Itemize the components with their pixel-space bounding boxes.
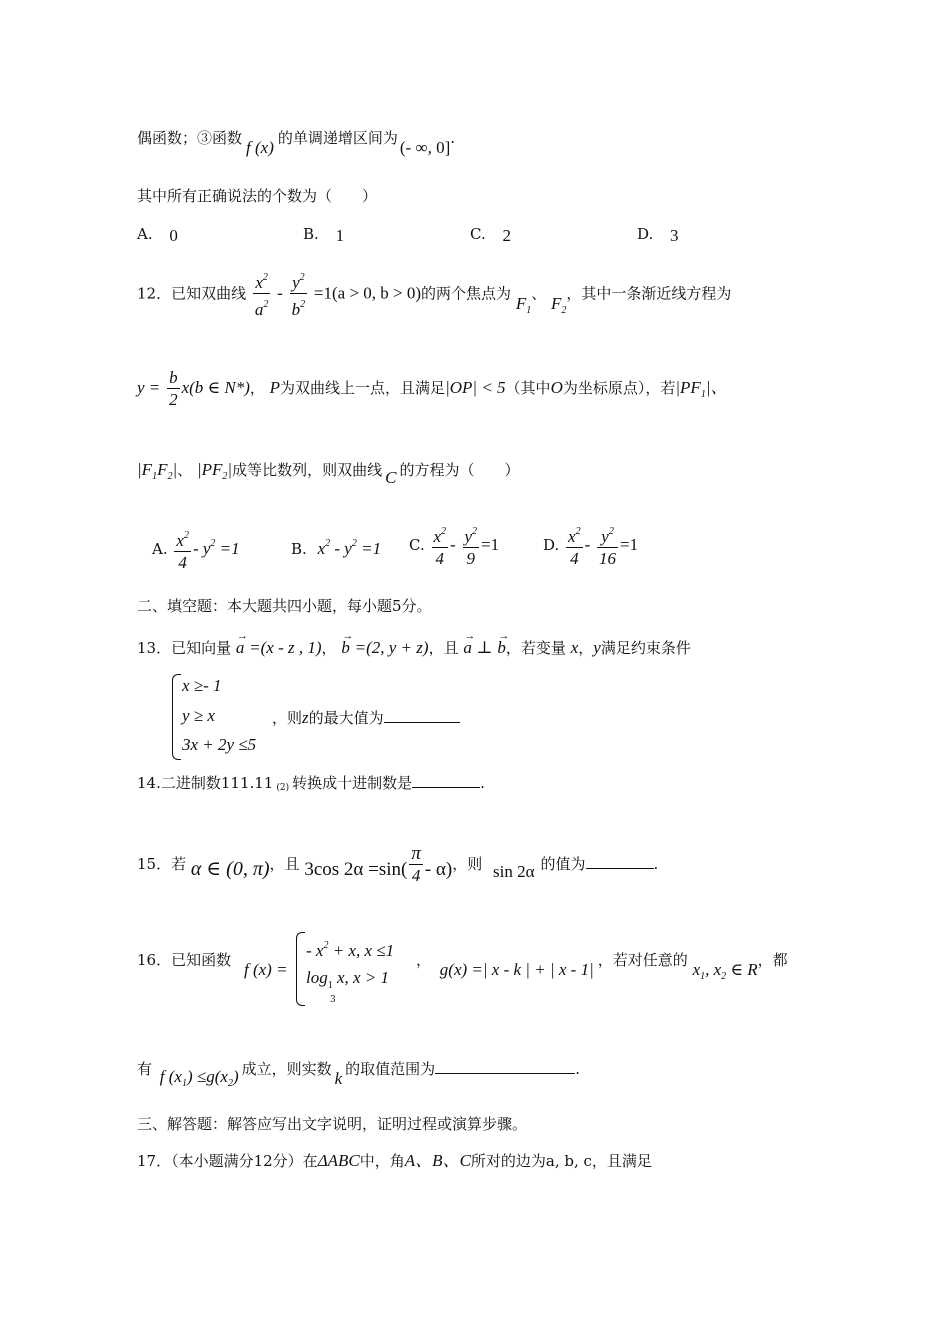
q11-option-c[interactable] <box>470 224 511 244</box>
q11-option-a[interactable] <box>137 224 178 244</box>
perp-symbol: ⊥ <box>476 638 493 657</box>
math-interval: (- ∞, 0] <box>399 138 451 157</box>
math-f1: $F_1$ <box>515 293 532 316</box>
vector-b: → b <box>341 630 354 657</box>
text-fragment: 的单调递增区间为 <box>277 129 398 147</box>
q11-option-d[interactable] <box>637 224 679 244</box>
option-value: 3 <box>670 226 679 245</box>
option-value: 2 <box>502 226 511 245</box>
q12-line-3 <box>137 460 519 487</box>
base-subscript: (2) <box>276 783 290 793</box>
text-fragment: 的值为 <box>540 855 586 873</box>
option-label: A. <box>152 540 168 558</box>
text-fragment: ，且 <box>269 855 300 873</box>
math-fragment: =(x - z , 1) <box>249 638 322 657</box>
math-angles: A、B、C <box>404 1151 471 1170</box>
question-number: 16． <box>137 951 172 969</box>
math-y: y <box>593 638 601 657</box>
q12-line-2 <box>137 366 728 417</box>
text-fragment: ，且 <box>428 639 459 657</box>
fraction-y2-b2: $\frac{y^2}{b^2}$ <box>290 268 308 321</box>
answer-blank[interactable] <box>586 853 654 869</box>
math-fragment: - $y^2 =1$ <box>192 538 240 558</box>
math-fragment: α ∈ (0, π) <box>190 858 270 880</box>
text-fragment: ，其中一条渐近线方程为 <box>566 284 732 303</box>
section-2-heading: 二、填空题：本大题共四小题，每小题5分。 <box>137 597 432 615</box>
text-fragment: . <box>450 129 456 147</box>
q12-option-c[interactable]: C. $\frac{x^2}{4}$ - $\frac{y^2}{9}$ =1 <box>409 522 499 570</box>
text-fragment: 14.二进制数111.11 <box>137 774 274 792</box>
question-number: 15．若 <box>137 855 187 873</box>
math-f1f2: $|F_1F_2|$ <box>137 460 178 482</box>
text-fragment: ，若变量 <box>505 639 566 657</box>
fraction: $\frac{y^2}{16}$ <box>597 522 618 570</box>
math-k: k <box>334 1069 343 1088</box>
q16-label <box>137 950 231 970</box>
text-fragment: 为坐标原点），若 <box>562 379 676 397</box>
math-p: P <box>269 378 281 397</box>
q14-line: 14.二进制数111.11 (2) 转换成十进制数是 . <box>137 774 485 793</box>
q11-question-line: 其中所有正确说法的个数为（ ） <box>137 187 378 205</box>
math-pf1: $|PF_1|$、 <box>675 378 728 400</box>
piecewise-function <box>296 932 416 1006</box>
option-value: 0 <box>169 226 178 245</box>
text-fragment: 已知向量 <box>171 639 232 657</box>
brace <box>172 674 181 760</box>
math-fragment: y = <box>137 378 161 397</box>
math-triangle: ΔABC <box>317 1151 360 1170</box>
q13-line-1 <box>137 630 691 660</box>
math-condition: =1(a > 0, b > 0) <box>313 283 422 303</box>
q15-line: 15．若 α ∈ (0, π)，且 3cos 2α =sin( $\frac{\pi}{4}$ - α)，则 sin 2α 的值为 . <box>137 842 659 885</box>
answer-blank[interactable] <box>412 772 480 788</box>
math-fragment: sin 2α <box>493 862 535 881</box>
math-fragment: 3cos 2α =sin( <box>304 859 408 880</box>
math-x: x <box>570 638 579 657</box>
text-fragment: 成等比数列，则双曲线 <box>232 461 383 479</box>
option-label: D. <box>637 225 654 243</box>
fraction-x2-a2: $\frac{x^2}{a^2}$ <box>253 268 271 321</box>
text-fragment: 已知函数 <box>171 951 232 969</box>
question-number: 13． <box>137 639 172 657</box>
q16-line-2: 有 f $(x_1) \le g(x_2)$ 成立，则实数 k 的取值范围为 . <box>137 1060 580 1089</box>
text-fragment: 偶函数；③函数 <box>137 129 243 147</box>
q12-option-b[interactable] <box>291 522 381 571</box>
q11-line-1 <box>137 128 456 157</box>
math-inequality: f $(x_1) \le g(x_2)$ <box>159 1067 239 1089</box>
fraction-pi-4: $\frac{\pi}{4}$ <box>411 842 421 885</box>
math-fragment: x(b ∈ N*) <box>181 378 250 397</box>
math-fragment: =1 <box>481 535 500 554</box>
q17-line: 17．（本小题满分12分）在ΔABC中，角A、B、C所对的边为a, b, c，且满足 <box>137 1151 652 1170</box>
fraction: $\frac{x^2}{4}$ <box>566 522 583 570</box>
text-fragment: 满足约束条件 <box>600 639 691 657</box>
math-fx: f (x) = <box>244 960 288 979</box>
math-fx: f (x) <box>246 138 274 157</box>
q12-option-d[interactable]: D. $\frac{x^2}{4}$ - $\frac{y^2}{16}$ =1 <box>543 522 638 570</box>
constraint-row: y ≥ x <box>182 706 215 725</box>
text-fragment: 的方程为（ ） <box>399 461 520 479</box>
text-fragment: 、 <box>177 461 193 479</box>
fraction: $\frac{x^2}{4}$ <box>432 522 449 570</box>
text-fragment: （其中 <box>505 379 551 397</box>
math-pf2: $|PF_2|$ <box>196 460 233 482</box>
q11-option-b[interactable] <box>303 224 344 244</box>
text-fragment: 、 <box>531 284 547 303</box>
fraction-b-2: $\frac{b}{2}$ <box>169 367 178 409</box>
vector-a: → a <box>463 630 476 657</box>
option-label: C. <box>409 536 425 554</box>
constraint-row: x ≥- 1 <box>182 676 222 695</box>
math-gx: g(x) =| x - k | + | x - 1| <box>439 960 594 979</box>
math-o: O <box>550 378 563 397</box>
option-label: A. <box>137 225 153 243</box>
math-fragment: =(2, y + z) <box>354 638 429 657</box>
text-fragment: ，则 <box>452 855 483 873</box>
text-fragment: 已知双曲线 <box>171 284 247 303</box>
section-3-heading: 三、解答题：解答应写出文字说明，证明过程或演算步骤。 <box>137 1115 528 1133</box>
question-number: 17． <box>137 1152 172 1170</box>
brace <box>296 932 305 1006</box>
answer-blank[interactable] <box>435 1058 575 1074</box>
math-vars: $x_1$, $x_2$ ∈ R <box>692 960 758 982</box>
text-fragment: ， <box>578 639 594 657</box>
fraction: $\frac{x^2}{4}$ <box>174 526 191 574</box>
q12-option-a[interactable] <box>152 522 240 574</box>
q13-tail: ，则z的最大值为 <box>272 707 460 728</box>
option-label: B. <box>291 540 307 558</box>
math-op: |OP| < 5 <box>445 378 506 397</box>
text-fragment: 转换成十进制数是 <box>292 774 413 792</box>
answer-blank[interactable] <box>384 707 460 723</box>
math-fragment: =1 <box>620 535 639 554</box>
q16-line-1-rest: ， g(x) =| x - k | + | x - 1| ，若对任意的 $x_1$, $x_2$ ∈ R，都 <box>416 951 788 982</box>
math-fragment: $x^2 - y^2 =1$ <box>317 538 382 558</box>
math-f2: $F_2$ <box>551 293 567 316</box>
question-number: 12． <box>137 284 172 303</box>
piece-row: $\log_1 x$, x > 1 <box>306 968 390 991</box>
text-fragment: 为双曲线上一点，且满足 <box>280 379 446 397</box>
text-fragment: 的两个焦点为 <box>421 284 512 303</box>
piece-row: - $x^2 + x$, x ≤1 <box>306 940 395 960</box>
option-label: B. <box>303 225 319 243</box>
text-fragment: ， <box>249 379 265 397</box>
option-label: C. <box>470 225 486 243</box>
vector-b: → b <box>497 630 510 657</box>
text-fragment: ， <box>321 639 337 657</box>
minus-sign: - <box>277 283 283 303</box>
log-base-denominator: 3 <box>330 995 336 1005</box>
option-value: 1 <box>335 226 345 245</box>
math-fragment: - α) <box>424 859 453 880</box>
constraint-system <box>172 674 492 760</box>
vector-a: → a <box>235 630 248 657</box>
constraint-row: 3x + 2y ≤5 <box>182 735 257 754</box>
fraction: $\frac{y^2}{9}$ <box>463 522 480 570</box>
option-label: D. <box>543 536 560 554</box>
q12-line-1 <box>137 268 731 323</box>
math-c: C <box>385 468 397 487</box>
